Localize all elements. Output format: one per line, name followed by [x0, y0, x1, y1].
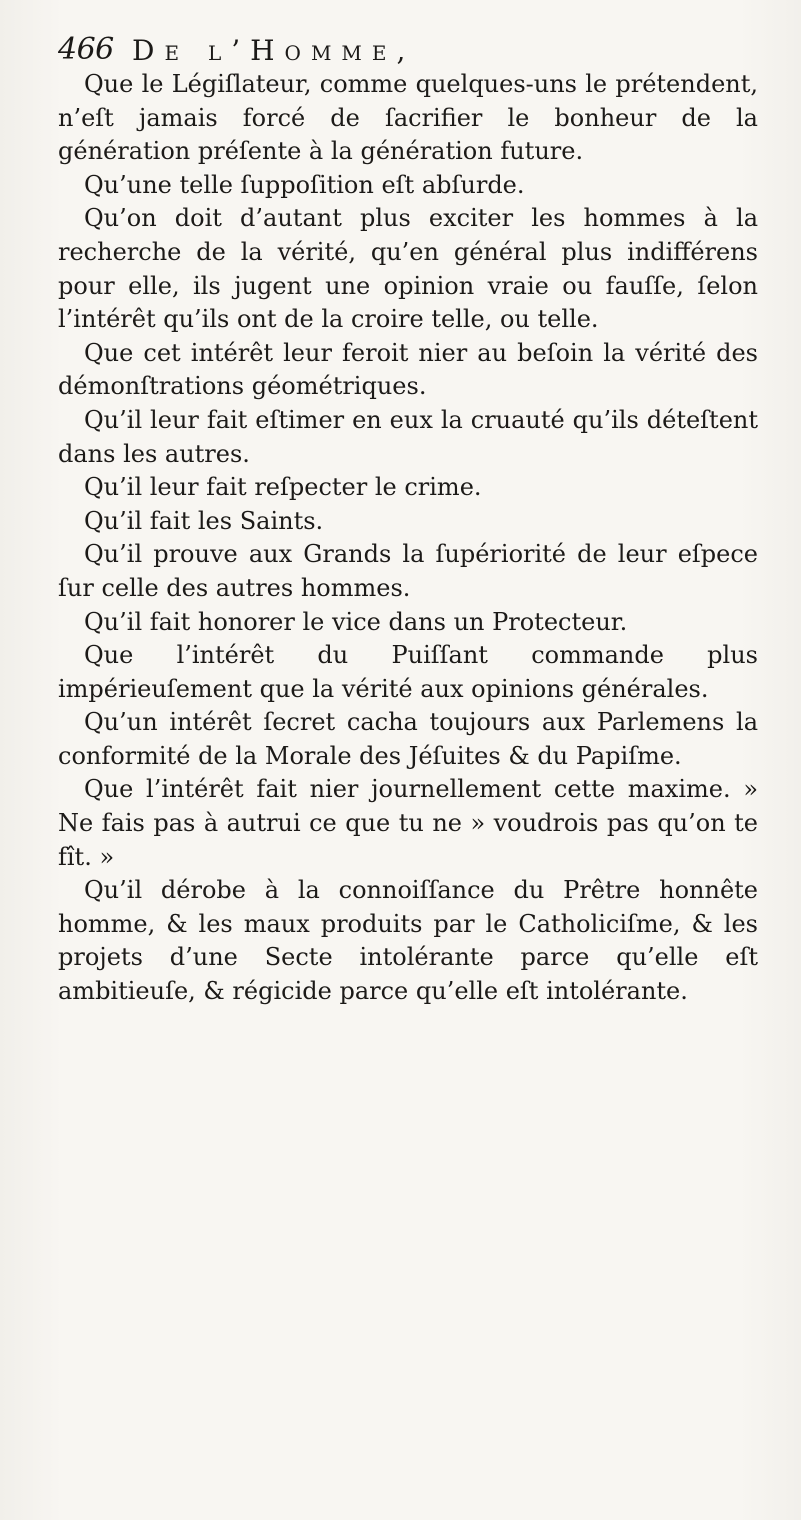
paragraph: Que cet intérêt leur feroit nier au beſoin la vérité des démonſtrations géométriques. — [58, 338, 758, 401]
paragraph: Qu’il leur fait eſtimer en eux la cruauté qu’ils déteſtent dans les autres. — [58, 405, 758, 468]
paragraph: Qu’il prouve aux Grands la ſupériorité de leur eſpece ſur celle des autres hommes. — [58, 540, 758, 602]
paragraph: Qu’il fait les Saints. — [84, 506, 324, 535]
paragraph: Que l’intérêt du Puiſſant commande plus impérieuſement que la vérité aux opinions générales. — [58, 641, 758, 703]
running-head: De l’Homme, — [132, 34, 416, 67]
paragraph: Qu’il fait honorer le vice dans un Protecteur. — [84, 607, 628, 636]
page-number: 466 — [58, 32, 114, 67]
paragraph: Qu’une telle ſuppoſition eſt abſurde. — [84, 170, 525, 199]
paragraph: Qu’un intérêt ſecret cacha toujours aux Parlemens la conformité de la Morale des Jéſuites & du Papiſme. — [58, 708, 758, 770]
paragraph: Qu’il dérobe à la connoiſſance du Prêtre honnête homme, & les maux produits par le Catholiciſme, & les projets d’une Secte intolérante parce qu’elle eſt ambitieuſe, & régicide parce qu’elle eſt intolérante. — [58, 876, 758, 1006]
body-text — [58, 68, 758, 1009]
page-header — [58, 14, 758, 72]
paragraph: Que le Légiſlateur, comme quelques-uns le prétendent, n’eſt jamais forcé de ſacrifier le bonheur de la génération préſente à la génération future. — [58, 70, 758, 166]
paragraph: Qu’il leur fait reſpecter le crime. — [84, 473, 482, 502]
paragraph: Qu’on doit d’autant plus exciter les hommes à la recherche de la vérité, qu’en général plus indifférens pour elle, ils jugent une opinion vraie ou fauſſe, ſelon l’intérêt qu’ils ont de la croire telle, ou telle. — [58, 204, 758, 334]
paragraph: Que l’intérêt fait nier journellement cette maxime. » Ne fais pas à autrui ce que tu ne » voudrois pas qu’on te fît. » — [58, 775, 758, 871]
